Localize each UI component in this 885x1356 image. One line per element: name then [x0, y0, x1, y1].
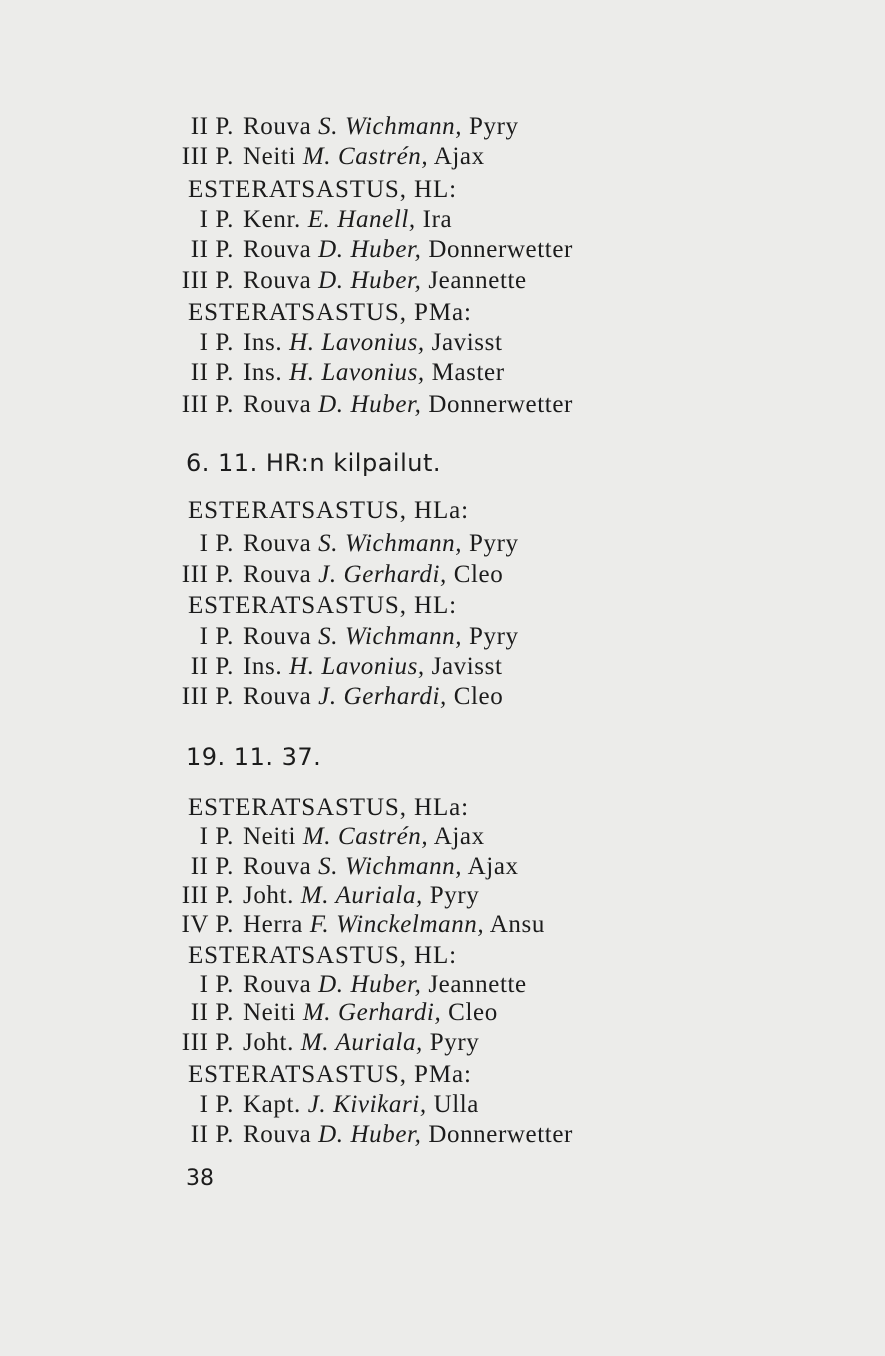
- rider-name: M. Auriala,: [300, 1029, 423, 1056]
- result-entry: [170, 970, 527, 1000]
- horse-name: Donnerwetter: [428, 391, 573, 418]
- placing: II P.: [190, 653, 234, 680]
- result-entry: [170, 142, 485, 172]
- rider-name: M. Gerhardi,: [302, 999, 442, 1026]
- horse-name: Pyry: [469, 623, 519, 650]
- horse-name: Cleo: [453, 683, 504, 710]
- rider-title: Rouva: [243, 1121, 312, 1148]
- rider-name: D. Huber,: [318, 391, 422, 418]
- horse-name: Donnerwetter: [428, 236, 573, 263]
- rider-name: H. Lavonius,: [289, 329, 425, 356]
- rider-name: D. Huber,: [318, 267, 422, 294]
- placing: III P.: [181, 561, 234, 588]
- rider-title: Neiti: [243, 999, 296, 1026]
- rider-title: Rouva: [243, 561, 312, 588]
- event-category: ESTERATSASTUS, HLa:: [188, 497, 470, 524]
- placing: III P.: [181, 391, 234, 418]
- rider-name: D. Huber,: [318, 1121, 422, 1148]
- result-entry: [170, 560, 503, 590]
- rider-name: S. Wichmann,: [318, 530, 463, 557]
- rider-name: D. Huber,: [318, 236, 422, 263]
- placing: II P.: [190, 999, 234, 1026]
- event-category: ESTERATSASTUS, HL:: [188, 592, 458, 619]
- rider-title: Rouva: [243, 391, 312, 418]
- rider-name: S. Wichmann,: [318, 113, 463, 140]
- rider-title: Rouva: [243, 683, 312, 710]
- placing: II P.: [190, 853, 234, 880]
- placing: I P.: [199, 623, 234, 650]
- result-entry: [170, 529, 519, 559]
- result-entry: [170, 1120, 573, 1150]
- result-entry: [170, 852, 519, 882]
- rider-title: Joht.: [243, 1029, 294, 1056]
- placing: III P.: [181, 267, 234, 294]
- rider-name: H. Lavonius,: [289, 359, 425, 386]
- result-entry: [170, 682, 503, 712]
- rider-title: Ins.: [243, 653, 283, 680]
- horse-name: Pyry: [469, 113, 519, 140]
- horse-name: Ira: [422, 206, 453, 233]
- rider-name: D. Huber,: [318, 971, 422, 998]
- rider-title: Rouva: [243, 623, 312, 650]
- placing: II P.: [190, 359, 234, 386]
- horse-name: Javisst: [431, 329, 503, 356]
- rider-title: Rouva: [243, 971, 312, 998]
- placing: III P.: [181, 683, 234, 710]
- result-entry: [170, 910, 545, 940]
- placing: III P.: [181, 1029, 234, 1056]
- horse-name: Cleo: [453, 561, 504, 588]
- rider-title: Neiti: [243, 823, 296, 850]
- event-category: ESTERATSASTUS, PMa:: [188, 1061, 472, 1088]
- rider-name: J. Gerhardi,: [318, 561, 447, 588]
- rider-name: F. Winckelmann,: [309, 911, 485, 938]
- event-category: ESTERATSASTUS, PMa:: [188, 299, 472, 326]
- rider-name: E. Hanell,: [307, 206, 416, 233]
- rider-name: M. Auriala,: [300, 882, 423, 909]
- placing: IV P.: [181, 911, 234, 938]
- rider-title: Rouva: [243, 236, 312, 263]
- rider-name: S. Wichmann,: [318, 853, 463, 880]
- placing: II P.: [190, 1121, 234, 1148]
- rider-title: Neiti: [243, 143, 296, 170]
- rider-name: J. Gerhardi,: [318, 683, 447, 710]
- horse-name: Ajax: [433, 143, 485, 170]
- result-entry: [170, 652, 503, 682]
- page-number: 38: [186, 1166, 214, 1191]
- rider-name: J. Kivikari,: [307, 1091, 427, 1118]
- rider-title: Ins.: [243, 329, 283, 356]
- result-entry: [170, 266, 527, 296]
- placing: I P.: [199, 823, 234, 850]
- placing: I P.: [199, 530, 234, 557]
- horse-name: Pyry: [429, 882, 480, 909]
- result-entry: [170, 112, 519, 142]
- placing: I P.: [199, 971, 234, 998]
- result-entry: [170, 205, 452, 235]
- event-category: ESTERATSASTUS, HL:: [188, 942, 458, 969]
- horse-name: Donnerwetter: [428, 1121, 573, 1148]
- placing: I P.: [199, 1091, 234, 1118]
- horse-name: Ulla: [433, 1091, 480, 1118]
- horse-name: Pyry: [429, 1029, 480, 1056]
- rider-title: Rouva: [243, 530, 312, 557]
- horse-name: Pyry: [469, 530, 519, 557]
- result-entry: [170, 1028, 479, 1058]
- section-heading: 19. 11. 37.: [186, 743, 322, 771]
- rider-name: M. Castrén,: [302, 143, 429, 170]
- rider-name: M. Castrén,: [302, 823, 429, 850]
- rider-title: Rouva: [243, 853, 312, 880]
- rider-title: Herra: [243, 911, 303, 938]
- rider-title: Ins.: [243, 359, 283, 386]
- horse-name: Jeannette: [428, 971, 527, 998]
- result-entry: [170, 1090, 479, 1120]
- horse-name: Ansu: [489, 911, 545, 938]
- result-entry: [170, 881, 479, 911]
- horse-name: Cleo: [448, 999, 498, 1026]
- rider-title: Joht.: [243, 882, 294, 909]
- placing: III P.: [181, 143, 234, 170]
- horse-name: Ajax: [467, 853, 519, 880]
- result-entry: [170, 390, 573, 420]
- placing: III P.: [181, 882, 234, 909]
- result-entry: [170, 822, 485, 852]
- section-heading: 6. 11. HR:n kilpailut.: [186, 449, 441, 477]
- placing: II P.: [190, 236, 234, 263]
- rider-name: S. Wichmann,: [318, 623, 463, 650]
- horse-name: Javisst: [431, 653, 503, 680]
- rider-title: Kenr.: [243, 206, 301, 233]
- result-entry: [170, 622, 519, 652]
- result-entry: [170, 998, 498, 1028]
- event-category: ESTERATSASTUS, HL:: [188, 176, 458, 203]
- result-entry: [170, 328, 503, 358]
- rider-title: Kapt.: [243, 1091, 301, 1118]
- event-category: ESTERATSASTUS, HLa:: [188, 794, 470, 821]
- placing: I P.: [199, 206, 234, 233]
- placing: I P.: [199, 329, 234, 356]
- result-entry: [170, 235, 573, 265]
- rider-name: H. Lavonius,: [289, 653, 425, 680]
- placing: II P.: [190, 113, 234, 140]
- horse-name: Ajax: [433, 823, 485, 850]
- rider-title: Rouva: [243, 113, 312, 140]
- horse-name: Master: [431, 359, 505, 386]
- horse-name: Jeannette: [428, 267, 527, 294]
- result-entry: [170, 358, 505, 388]
- rider-title: Rouva: [243, 267, 312, 294]
